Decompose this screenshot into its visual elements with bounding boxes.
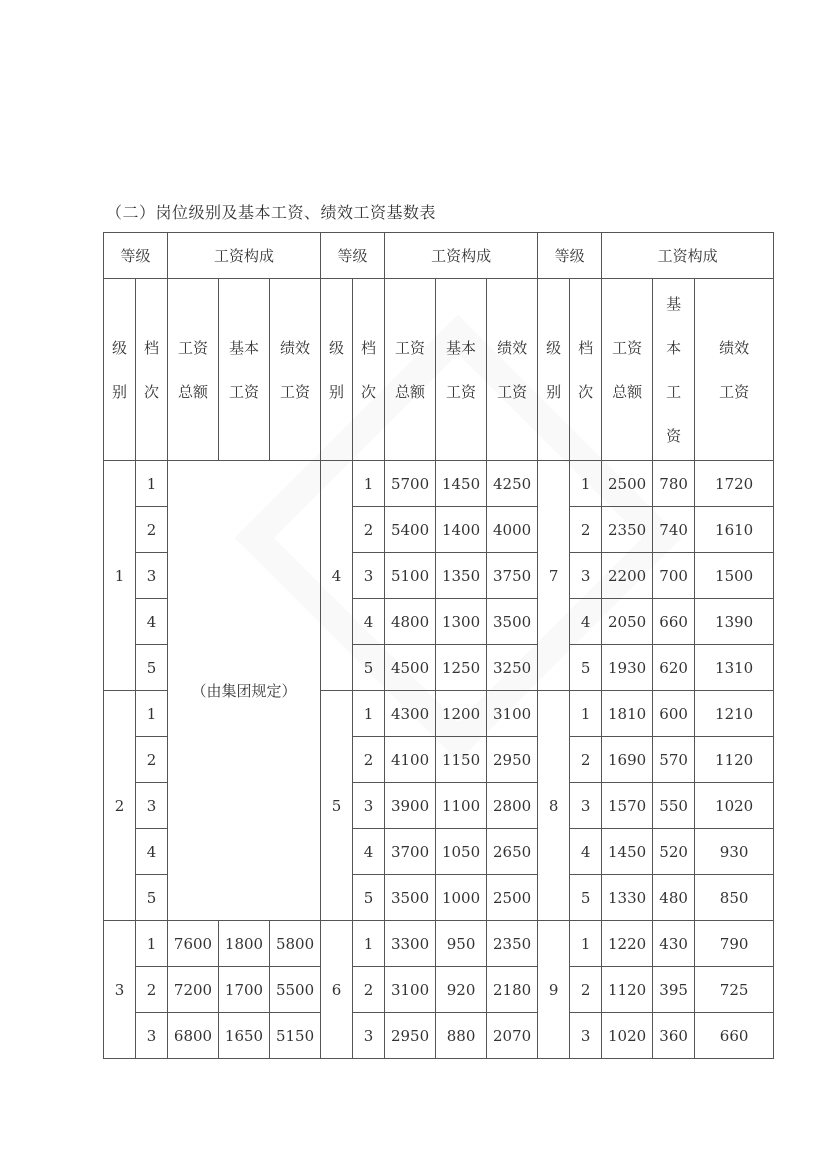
header-grade: 等级 xyxy=(321,233,385,279)
total-salary-cell: 1810 xyxy=(602,691,653,737)
step-cell: 1 xyxy=(353,461,385,507)
step-cell: 1 xyxy=(570,461,602,507)
step-cell: 5 xyxy=(353,645,385,691)
total-salary-cell: 2050 xyxy=(602,599,653,645)
performance-salary-cell: 4250 xyxy=(487,461,538,507)
header-total: 工资 总额 xyxy=(385,279,436,461)
step-cell: 1 xyxy=(353,921,385,967)
header-grade: 等级 xyxy=(104,233,168,279)
total-salary-cell: 3700 xyxy=(385,829,436,875)
step-cell: 2 xyxy=(570,737,602,783)
base-salary-cell: 1350 xyxy=(436,553,487,599)
total-salary-cell: 4800 xyxy=(385,599,436,645)
performance-salary-cell: 2350 xyxy=(487,921,538,967)
performance-salary-cell: 790 xyxy=(695,921,774,967)
table-row xyxy=(104,1013,774,1059)
performance-salary-cell: 1500 xyxy=(695,553,774,599)
level-cell: 7 xyxy=(538,461,570,691)
total-salary-cell: 7600 xyxy=(168,921,219,967)
step-cell: 2 xyxy=(570,507,602,553)
step-cell: 1 xyxy=(570,921,602,967)
base-salary-cell: 1650 xyxy=(219,1013,270,1059)
step-cell: 1 xyxy=(136,691,168,737)
base-salary-cell: 1450 xyxy=(436,461,487,507)
performance-salary-cell: 3100 xyxy=(487,691,538,737)
step-cell: 2 xyxy=(353,507,385,553)
header-composition: 工资构成 xyxy=(602,233,774,279)
performance-salary-cell: 2500 xyxy=(487,875,538,921)
level-cell: 1 xyxy=(104,461,136,691)
performance-salary-cell: 3750 xyxy=(487,553,538,599)
base-salary-cell: 360 xyxy=(653,1013,695,1059)
performance-salary-cell: 850 xyxy=(695,875,774,921)
step-cell: 5 xyxy=(570,875,602,921)
base-salary-cell: 1200 xyxy=(436,691,487,737)
performance-salary-cell: 5800 xyxy=(270,921,321,967)
total-salary-cell: 2350 xyxy=(602,507,653,553)
base-salary-cell: 1800 xyxy=(219,921,270,967)
header-total: 工资 总额 xyxy=(168,279,219,461)
step-cell: 3 xyxy=(136,553,168,599)
base-salary-cell: 1000 xyxy=(436,875,487,921)
step-cell: 4 xyxy=(353,829,385,875)
step-cell: 4 xyxy=(136,829,168,875)
step-cell: 2 xyxy=(136,967,168,1013)
step-cell: 4 xyxy=(570,599,602,645)
step-cell: 5 xyxy=(353,875,385,921)
total-salary-cell: 1690 xyxy=(602,737,653,783)
header-base: 基 本 工 资 xyxy=(653,279,695,461)
total-salary-cell: 2500 xyxy=(602,461,653,507)
performance-salary-cell: 930 xyxy=(695,829,774,875)
step-cell: 3 xyxy=(353,1013,385,1059)
performance-salary-cell: 3500 xyxy=(487,599,538,645)
performance-salary-cell: 1610 xyxy=(695,507,774,553)
header-composition: 工资构成 xyxy=(385,233,538,279)
header-row-2 xyxy=(104,279,774,461)
step-cell: 4 xyxy=(570,829,602,875)
total-salary-cell: 3100 xyxy=(385,967,436,1013)
total-salary-cell: 7200 xyxy=(168,967,219,1013)
total-salary-cell: 4500 xyxy=(385,645,436,691)
header-perf: 绩效 工资 xyxy=(695,279,774,461)
total-salary-cell: 1570 xyxy=(602,783,653,829)
total-salary-cell: 1220 xyxy=(602,921,653,967)
base-salary-cell: 920 xyxy=(436,967,487,1013)
step-cell: 3 xyxy=(570,1013,602,1059)
total-salary-cell: 6800 xyxy=(168,1013,219,1059)
step-cell: 1 xyxy=(136,921,168,967)
header-level: 级 别 xyxy=(321,279,353,461)
group-defined-note: （由集团规定） xyxy=(168,461,321,921)
total-salary-cell: 5100 xyxy=(385,553,436,599)
total-salary-cell: 1120 xyxy=(602,967,653,1013)
total-salary-cell: 4100 xyxy=(385,737,436,783)
level-cell: 4 xyxy=(321,461,353,691)
level-cell: 5 xyxy=(321,691,353,921)
header-base: 基本 工资 xyxy=(219,279,270,461)
base-salary-cell: 1250 xyxy=(436,645,487,691)
total-salary-cell: 1930 xyxy=(602,645,653,691)
salary-table xyxy=(103,232,774,1059)
level-cell: 9 xyxy=(538,921,570,1059)
base-salary-cell: 570 xyxy=(653,737,695,783)
base-salary-cell: 1700 xyxy=(219,967,270,1013)
step-cell: 5 xyxy=(570,645,602,691)
base-salary-cell: 700 xyxy=(653,553,695,599)
base-salary-cell: 600 xyxy=(653,691,695,737)
base-salary-cell: 740 xyxy=(653,507,695,553)
performance-salary-cell: 1390 xyxy=(695,599,774,645)
base-salary-cell: 660 xyxy=(653,599,695,645)
total-salary-cell: 5400 xyxy=(385,507,436,553)
step-cell: 3 xyxy=(570,553,602,599)
base-salary-cell: 550 xyxy=(653,783,695,829)
performance-salary-cell: 2070 xyxy=(487,1013,538,1059)
performance-salary-cell: 1120 xyxy=(695,737,774,783)
base-salary-cell: 480 xyxy=(653,875,695,921)
header-level: 级 别 xyxy=(104,279,136,461)
step-cell: 1 xyxy=(353,691,385,737)
base-salary-cell: 1400 xyxy=(436,507,487,553)
performance-salary-cell: 1720 xyxy=(695,461,774,507)
step-cell: 4 xyxy=(136,599,168,645)
base-salary-cell: 395 xyxy=(653,967,695,1013)
performance-salary-cell: 2180 xyxy=(487,967,538,1013)
step-cell: 2 xyxy=(353,737,385,783)
step-cell: 3 xyxy=(353,783,385,829)
header-perf: 绩效 工资 xyxy=(270,279,321,461)
header-base: 基本 工资 xyxy=(436,279,487,461)
table-row xyxy=(104,461,774,507)
base-salary-cell: 1150 xyxy=(436,737,487,783)
step-cell: 5 xyxy=(136,645,168,691)
total-salary-cell: 5700 xyxy=(385,461,436,507)
step-cell: 2 xyxy=(353,967,385,1013)
table-row xyxy=(104,967,774,1013)
header-total: 工资 总额 xyxy=(602,279,653,461)
total-salary-cell: 3900 xyxy=(385,783,436,829)
performance-salary-cell: 5500 xyxy=(270,967,321,1013)
performance-salary-cell: 4000 xyxy=(487,507,538,553)
total-salary-cell: 1020 xyxy=(602,1013,653,1059)
total-salary-cell: 3500 xyxy=(385,875,436,921)
level-cell: 3 xyxy=(104,921,136,1059)
performance-salary-cell: 725 xyxy=(695,967,774,1013)
level-cell: 6 xyxy=(321,921,353,1059)
header-perf: 绩效 工资 xyxy=(487,279,538,461)
performance-salary-cell: 2650 xyxy=(487,829,538,875)
total-salary-cell: 4300 xyxy=(385,691,436,737)
base-salary-cell: 1100 xyxy=(436,783,487,829)
level-cell: 8 xyxy=(538,691,570,921)
total-salary-cell: 1330 xyxy=(602,875,653,921)
header-composition: 工资构成 xyxy=(168,233,321,279)
step-cell: 2 xyxy=(136,507,168,553)
step-cell: 2 xyxy=(570,967,602,1013)
base-salary-cell: 1050 xyxy=(436,829,487,875)
base-salary-cell: 950 xyxy=(436,921,487,967)
step-cell: 3 xyxy=(136,783,168,829)
step-cell: 3 xyxy=(136,1013,168,1059)
performance-salary-cell: 2950 xyxy=(487,737,538,783)
performance-salary-cell: 5150 xyxy=(270,1013,321,1059)
total-salary-cell: 2200 xyxy=(602,553,653,599)
performance-salary-cell: 1310 xyxy=(695,645,774,691)
total-salary-cell: 3300 xyxy=(385,921,436,967)
step-cell: 3 xyxy=(353,553,385,599)
performance-salary-cell: 660 xyxy=(695,1013,774,1059)
header-step: 档 次 xyxy=(570,279,602,461)
performance-salary-cell: 1210 xyxy=(695,691,774,737)
base-salary-cell: 780 xyxy=(653,461,695,507)
base-salary-cell: 1300 xyxy=(436,599,487,645)
header-level: 级 别 xyxy=(538,279,570,461)
header-step: 档 次 xyxy=(353,279,385,461)
total-salary-cell: 1450 xyxy=(602,829,653,875)
performance-salary-cell: 1020 xyxy=(695,783,774,829)
step-cell: 5 xyxy=(136,875,168,921)
base-salary-cell: 880 xyxy=(436,1013,487,1059)
table-row xyxy=(104,921,774,967)
total-salary-cell: 2950 xyxy=(385,1013,436,1059)
step-cell: 4 xyxy=(353,599,385,645)
step-cell: 1 xyxy=(136,461,168,507)
step-cell: 3 xyxy=(570,783,602,829)
base-salary-cell: 620 xyxy=(653,645,695,691)
header-row-1 xyxy=(104,233,774,279)
level-cell: 2 xyxy=(104,691,136,921)
step-cell: 1 xyxy=(570,691,602,737)
table-title: （二）岗位级别及基本工资、绩效工资基数表 xyxy=(106,203,437,222)
performance-salary-cell: 3250 xyxy=(487,645,538,691)
step-cell: 2 xyxy=(136,737,168,783)
performance-salary-cell: 2800 xyxy=(487,783,538,829)
header-grade: 等级 xyxy=(538,233,602,279)
base-salary-cell: 430 xyxy=(653,921,695,967)
base-salary-cell: 520 xyxy=(653,829,695,875)
header-step: 档 次 xyxy=(136,279,168,461)
